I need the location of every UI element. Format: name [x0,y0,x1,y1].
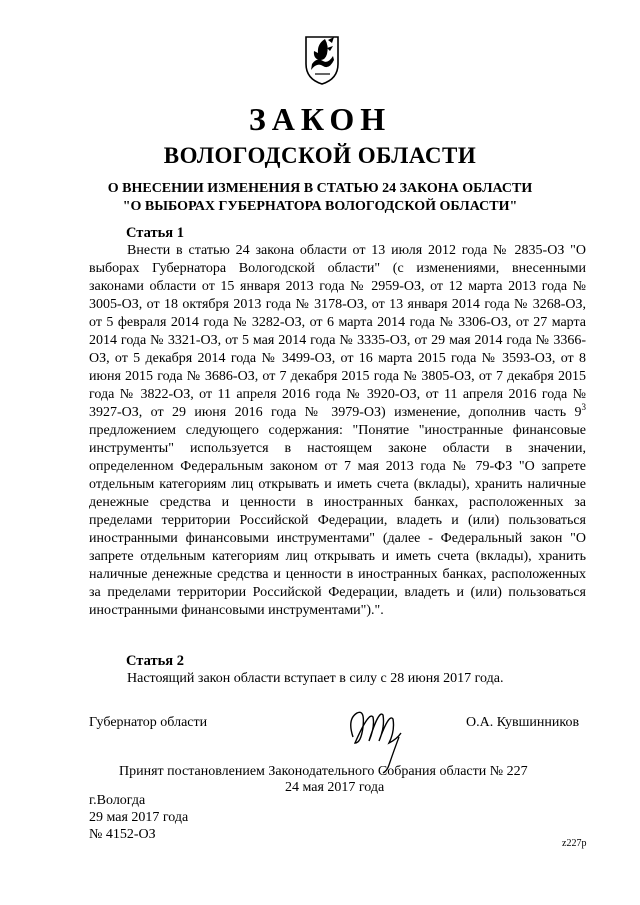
subtitle-line-2: "О ВЫБОРАХ ГУБЕРНАТОРА ВОЛОГОДСКОЙ ОБЛАСТИ" [122,199,518,214]
article-2-heading: Статья 2 [126,653,184,669]
article-1-heading: Статья 1 [126,225,184,241]
document-subtitle [0,180,640,216]
article-2-text [89,670,586,688]
article-1-text-part-2: предложением следующего содержания: "Понятие "иностранные финансовые инструменты" используется в настоящем законе области в значении, определенном Федеральным законом от 7 мая 2013 года № 79-ФЗ "О запрете отдельным категориям лиц открывать и иметь счета (вклады), хранить наличные денежные средства и ценности в иностранных банках, расположенных за пределами территории Российской Федерации, владеть и (или) пользоваться иностранными финансовыми инструментами" (далее - Федеральный закон "О запрете отдельным категориям лиц открывать и иметь счета (вклады), хранить наличные денежные средства и ценности в иностранных банках, расположенных за пределами территории Российской Федерации, владеть и (или) пользоваться иностранными финансовыми инструментами").". [89,423,586,618]
article-1-superscript: 3 [581,402,586,412]
adoption-line-1: Принят постановлением Законодательного Собрания области № 227 [119,764,528,779]
footer-date: 29 мая 2017 года [89,810,189,825]
governor-position: Губернатор области [89,715,208,730]
document-region: ВОЛОГОДСКОЙ ОБЛАСТИ [163,143,477,168]
document-title: ЗАКОН [248,101,392,137]
article-1-text [89,242,586,620]
governor-name: О.А. Кувшинников [466,715,580,730]
footer-law-number: № 4152-ОЗ [89,827,156,842]
adoption-line-2: 24 мая 2017 года [285,780,385,795]
article-2-paragraph: Настоящий закон области вступает в силу с 28 июня 2017 года. [127,671,504,686]
coat-of-arms-icon [303,34,341,86]
footer-city: г.Вологда [89,793,146,808]
subtitle-line-1: О ВНЕСЕНИИ ИЗМЕНЕНИЯ В СТАТЬЮ 24 ЗАКОНА ОБЛАСТИ [107,181,533,196]
footer-code: z227p [562,838,587,849]
article-1-text-part-1: Внести в статью 24 закона области от 13 июля 2012 года № 2835-ОЗ "О выборах Губернатора Вологодской области" (с изменениями, внесенными законами области от 15 января 2013 года № 2959-ОЗ, от 12 марта 2013 года № 3005-ОЗ, от 18 октября 2013 года № 3178-ОЗ, от 13 января 2014 года № 3268-ОЗ, от 5 февраля 2014 года № 3282-ОЗ, от 6 марта 2014 года № 3306-ОЗ, от 27 марта 2014 года № 3321-ОЗ, от 5 мая 2014 года № 3335-ОЗ, от 29 мая 2014 года № 3366-ОЗ, от 5 декабря 2014 года № 3499-ОЗ, от 16 марта 2015 года № 3593-ОЗ, от 8 июня 2015 года № 3686-ОЗ, от 7 декабря 2015 года № 3805-ОЗ, от 7 декабря 2015 года № 3822-ОЗ, от 11 апреля 2016 года № 3920-ОЗ, от 11 апреля 2016 года № 3927-ОЗ, от 29 июня 2016 года № 3979-ОЗ) изменение, дополнив часть 9 [89,243,586,420]
